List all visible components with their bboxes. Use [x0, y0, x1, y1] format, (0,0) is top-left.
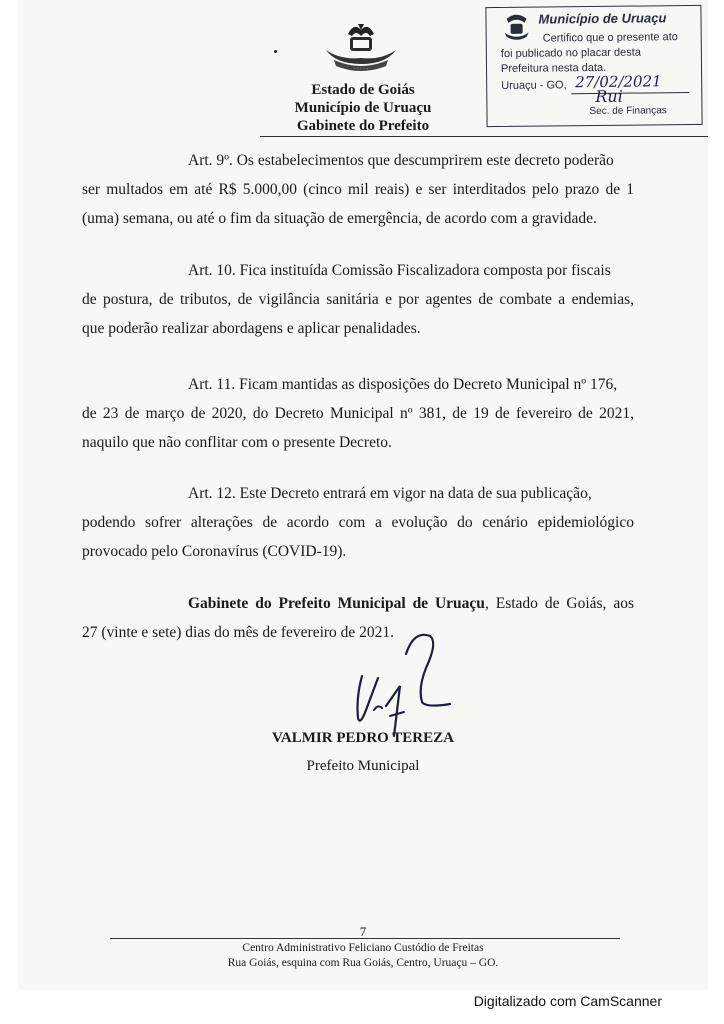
dot-mark — [274, 50, 277, 53]
closing-rest: , Estado de Goiás, aos — [484, 595, 635, 612]
text-line: 27 (vinte e sete) dias do mês de fevereiro de 2021. — [82, 624, 395, 641]
footer-line-2: Rua Goiás, esquina com Rua Goiás, Centro, Uruaçu – GO. — [227, 957, 499, 969]
coat-of-arms-icon — [320, 20, 402, 78]
stamp-date: 27/02/2021 — [575, 72, 662, 92]
text-line: de 23 de março de 2020, do Decreto Municipal nº 381, de 19 de fevereiro de 2021, — [82, 405, 634, 422]
header-office: Gabinete do Prefeito — [296, 118, 430, 134]
svg-text:· · · · ·: · · · · · — [354, 66, 368, 72]
stamp-line-3: Prefeitura nesta data. — [500, 61, 607, 75]
handwritten-signature — [334, 628, 464, 738]
article-11 — [82, 370, 634, 457]
text-line: provocado pelo Coronavírus (COVID-19). — [82, 543, 347, 560]
signatory-title: Prefeito Municipal — [306, 758, 420, 774]
article-9 — [82, 146, 634, 233]
text-line: Art. 9º. Os estabelecimentos que descumprirem este decreto poderão — [188, 152, 614, 169]
text-line: naquilo que não conflitar com o presente Decreto. — [82, 434, 392, 451]
text-line: podendo sofrer alterações de acordo com a evolução do cenário epidemiológico — [82, 514, 634, 531]
header-divider — [260, 136, 708, 137]
header-state: Estado de Goiás — [311, 82, 415, 98]
page-number: 7 — [359, 924, 367, 939]
scanner-watermark: Digitalizado com CamScanner — [473, 993, 662, 1009]
stamp-footer: Sec. de Finanças — [589, 105, 667, 118]
text-line: Art. 12. Este Decreto entrará em vigor na data de sua publicação, — [188, 485, 592, 502]
text-line: ser multados em até R$ 5.000,00 (cinco mil reais) e ser interditados pelo prazo de 1 — [82, 181, 634, 198]
text-line: que poderão realizar abordagens e aplicar penalidades. — [82, 320, 421, 337]
text-line: Art. 10. Fica instituída Comissão Fiscalizadora composta por fiscais — [188, 262, 611, 279]
document-page — [18, 0, 708, 990]
footer-line-1: Centro Administrativo Feliciano Custódio de Freitas — [242, 942, 484, 954]
stamp-line-1: Certifico que o presente ato — [542, 31, 678, 45]
stamp-title: Município de Uruaçu — [538, 10, 667, 27]
text-line: (uma) semana, ou até o fim da situação de emergência, de acordo com a gravidade. — [82, 210, 597, 227]
header-municipality: Município de Uruaçu — [294, 100, 432, 116]
article-12 — [82, 479, 634, 566]
footer-divider — [110, 938, 620, 939]
stamp-signature-line — [571, 92, 689, 94]
publication-stamp — [485, 5, 702, 127]
stamp-signature: Rui — [595, 86, 623, 106]
text-line: de postura, de tributos, de vigilância sanitária e por agentes de combate a endemias, — [82, 291, 634, 308]
article-10 — [82, 256, 634, 343]
closing-bold: Gabinete do Prefeito Municipal de Uruaçu — [188, 595, 485, 612]
stamp-crest-icon — [502, 13, 530, 41]
text-line: Art. 11. Ficam mantidas as disposições do Decreto Municipal nº 176, — [188, 376, 618, 393]
signatory-name: VALMIR PEDRO TEREZA — [272, 730, 454, 746]
stamp-line-2: foi publicado no placar desta — [500, 46, 641, 60]
stamp-place: Uruaçu - GO, — [501, 79, 567, 92]
